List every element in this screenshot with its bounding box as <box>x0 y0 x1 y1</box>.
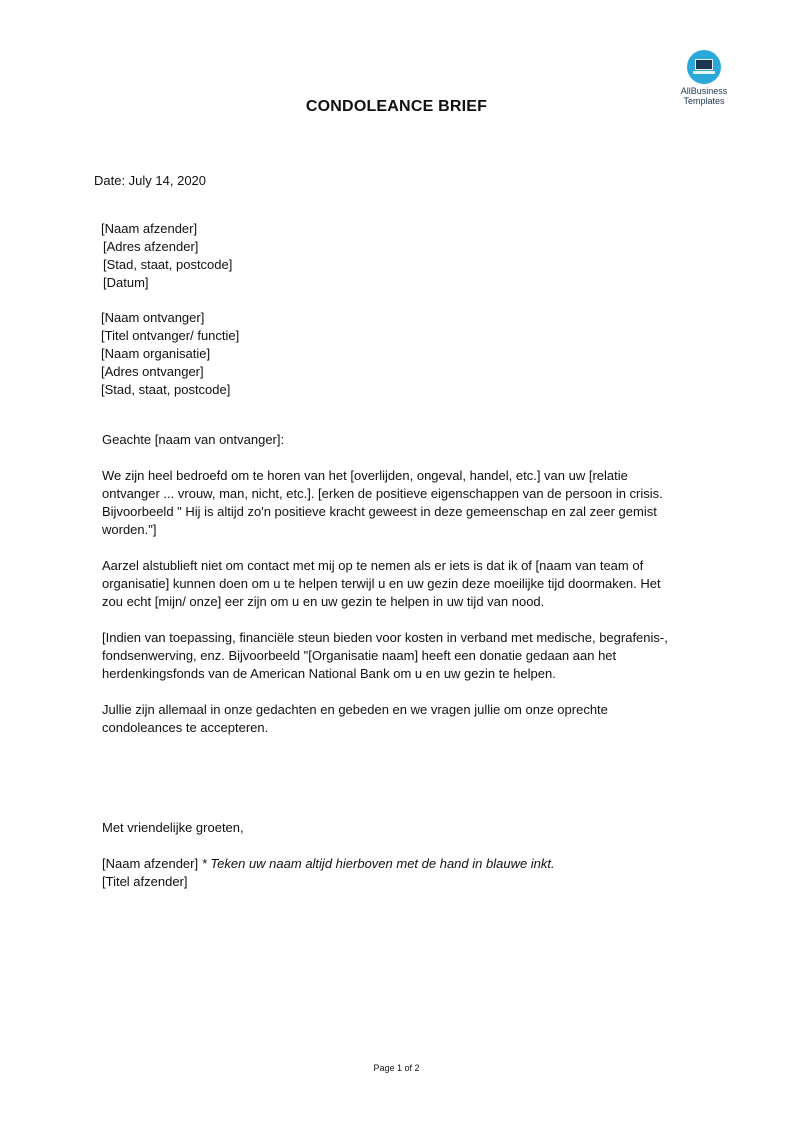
recipient-title: [Titel ontvanger/ functie] <box>101 328 240 343</box>
sender-address: [Adres afzender] <box>103 239 199 254</box>
recipient-address-block <box>101 309 239 399</box>
body-paragraph-2 <box>102 557 702 611</box>
body-paragraph-4 <box>102 701 702 737</box>
paragraph-line: Aarzel alstublieft niet om contact met mij op te nemen als er iets is dat ik of [naam van team of <box>102 558 644 573</box>
paragraph-line: organisatie] kunnen doen om u te helpen terwijl u en uw gezin deze moeilijke tijd doormaken. Het <box>102 576 661 591</box>
paragraph-line: zou echt [mijn/ onze] eer zijn om u en uw gezin te helpen in uw tijd van nood. <box>102 594 545 609</box>
recipient-address: [Adres ontvanger] <box>101 364 204 379</box>
recipient-organization: [Naam organisatie] <box>101 346 211 361</box>
recipient-name: [Naam ontvanger] <box>101 310 205 325</box>
signature-title: [Titel afzender] <box>102 874 188 889</box>
sender-city: [Stad, staat, postcode] <box>103 257 233 272</box>
closing <box>102 819 702 837</box>
paragraph-line: Jullie zijn allemaal in onze gedachten en gebeden en we vragen jullie om onze oprechte <box>102 702 608 717</box>
signature-note: * Teken uw naam altijd hierboven met de hand in blauwe inkt. <box>201 856 555 871</box>
logo-text-line2: Templates <box>683 96 725 106</box>
document-title: CONDOLEANCE BRIEF <box>305 98 488 115</box>
paragraph-line: herdenkingsfonds van de American National Bank om u en uw gezin te helpen. <box>102 666 556 681</box>
signature-name: [Naam afzender] <box>102 856 199 871</box>
sender-name: [Naam afzender] <box>101 221 198 236</box>
closing-text: Met vriendelijke groeten, <box>102 820 244 835</box>
paragraph-line: condoleances te accepteren. <box>102 720 269 735</box>
recipient-city: [Stad, staat, postcode] <box>101 382 231 397</box>
page-number: Page 1 of 2 <box>373 1063 420 1073</box>
salutation <box>102 431 702 449</box>
paragraph-line: Bijvoorbeeld " Hij is altijd zo'n positieve kracht geweest in deze gemeenschap en zal zeer gemist <box>102 504 657 519</box>
paragraph-line: ontvanger ... vrouw, man, nicht, etc.]. [erken de positieve eigenschappen van de persoon in crisis. <box>102 486 663 501</box>
body-paragraph-3 <box>102 629 702 683</box>
paragraph-line: fondsenwerving, enz. Bijvoorbeeld "[Organisatie naam] heeft een donatie gedaan aan het <box>102 648 617 663</box>
salutation-text: Geachte [naam van ontvanger]: <box>102 432 285 447</box>
sender-date: [Datum] <box>103 275 149 290</box>
body-paragraph-1 <box>102 467 702 539</box>
laptop-icon <box>687 50 721 84</box>
sender-address-block <box>101 220 232 292</box>
paragraph-line: [Indien van toepassing, financiële steun bieden voor kosten in verband met medische, begrafenis-, <box>102 630 668 645</box>
letter-date: Date: July 14, 2020 <box>94 173 207 188</box>
paragraph-line: We zijn heel bedroefd om te horen van het [overlijden, ongeval, handel, etc.] van uw [relatie <box>102 468 628 483</box>
logo-text-line1: AllBusiness <box>680 86 728 96</box>
signature-block <box>102 855 702 891</box>
paragraph-line: worden."] <box>102 522 157 537</box>
